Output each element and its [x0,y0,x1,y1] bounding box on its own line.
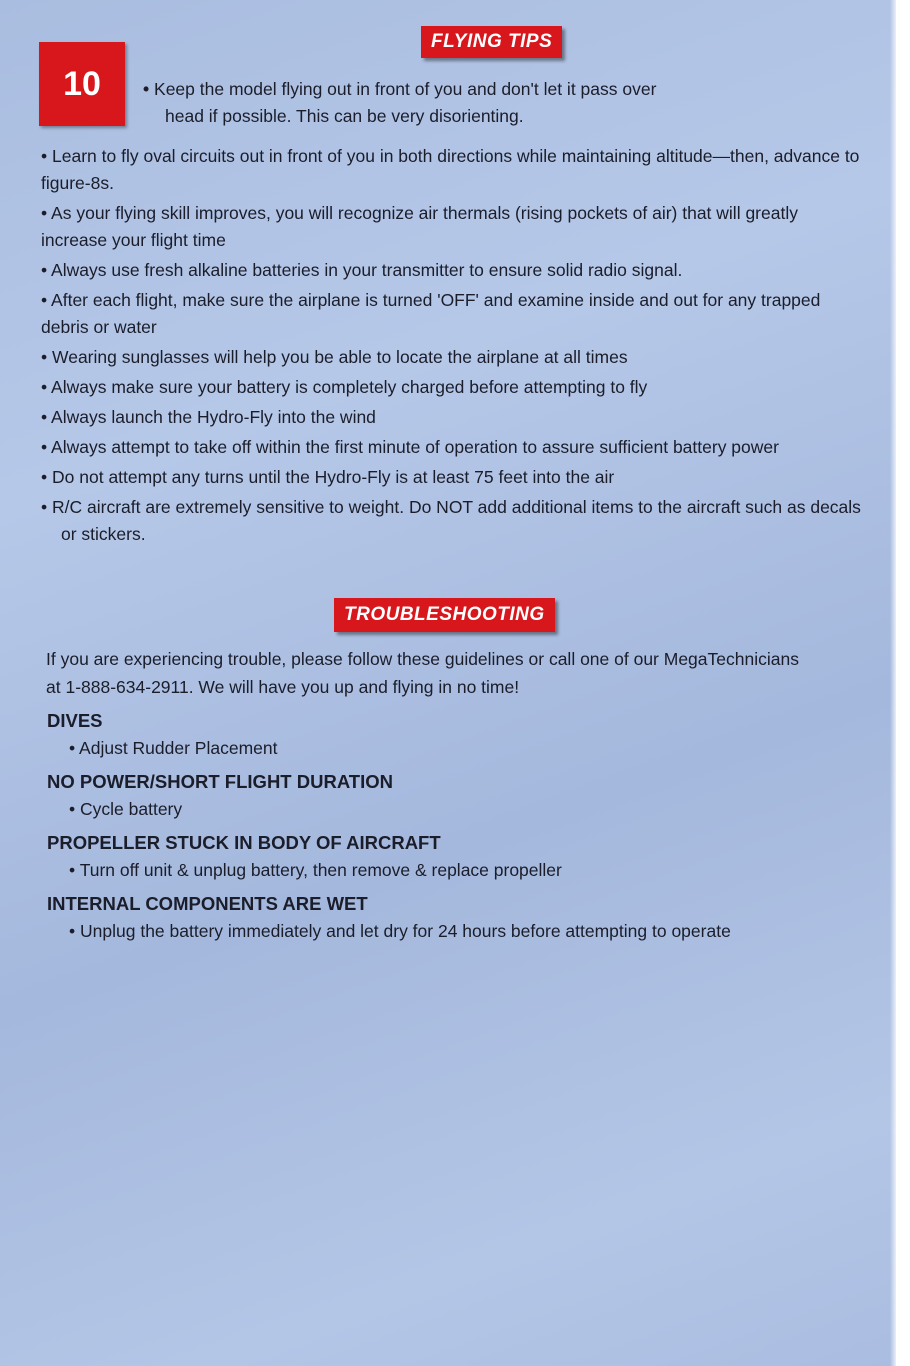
troubleshooting-heading: TROUBLESHOOTING [334,598,555,632]
bullet: • [69,799,76,819]
list-item [41,200,861,254]
troubleshooting-item [47,768,867,822]
flying-tip-intro-line2: head if possible. This can be very disorienting. [165,106,524,126]
list-item [41,143,861,197]
problem-fix-text: Turn off unit & unplug battery, then remove & replace propeller [79,860,562,880]
bullet: • [41,377,48,397]
troubleshooting-item [47,707,867,761]
flying-tip-text: R/C aircraft are extremely sensitive to weight. Do NOT add additional items to the aircraft such as decals or stickers. [52,497,861,544]
problem-fix-text: Unplug the battery immediately and let dry for 24 hours before attempting to operate [80,921,731,941]
problem-title: INTERNAL COMPONENTS ARE WET [47,893,368,914]
bullet: • [69,921,76,941]
bullet: • [41,497,48,517]
problem-title: DIVES [47,710,103,731]
flying-tip-text: Always attempt to take off within the first minute of operation to assure sufficient battery power [51,437,779,457]
flying-tips-heading: FLYING TIPS [421,26,562,58]
flying-tip-text: Wearing sunglasses will help you be able to locate the airplane at all times [52,347,628,367]
list-item [41,287,861,341]
flying-tip-text: Do not attempt any turns until the Hydro-Fly is at least 75 feet into the air [52,467,615,487]
bullet: • [69,738,76,758]
list-item [41,404,861,431]
list-item [41,464,861,491]
flying-tips-list [41,143,861,551]
bullet: • [41,203,48,223]
troubleshooting-intro: If you are experiencing trouble, please follow these guidelines or call one of our MegaTechnicians at 1-888-634-2911. We will have you up and flying in no time! [46,649,799,697]
bullet: • [41,407,48,427]
bullet: • [41,260,48,280]
bullet: • [41,290,48,310]
problem-fix [47,857,867,883]
problem-fix [47,796,867,822]
bullet: • [41,467,48,487]
problem-fix [47,735,867,761]
problem-title: NO POWER/SHORT FLIGHT DURATION [47,771,393,792]
bullet: • [69,860,76,880]
list-item [41,257,861,284]
flying-tip-text: As your flying skill improves, you will recognize air thermals (rising pockets of air) that will greatly increase your flight time [41,203,798,250]
bullet: • [143,79,150,99]
flying-tip-text: After each flight, make sure the airplane is turned 'OFF' and examine inside and out for any trapped debris or water [41,290,821,337]
troubleshooting-item [47,829,867,883]
flying-tip-text: Learn to fly oval circuits out in front of you in both directions while maintaining altitude—then, advance to figure-8s. [41,146,860,193]
problem-fix [47,918,867,944]
flying-tip-text: Always make sure your battery is completely charged before attempting to fly [51,377,648,397]
troubleshooting-list [47,707,867,951]
flying-tip-intro [143,76,783,130]
problem-fix-text: Adjust Rudder Placement [79,738,278,758]
bullet: • [41,146,48,166]
flying-tip-text: Always use fresh alkaline batteries in your transmitter to ensure solid radio signal. [51,260,683,280]
problem-fix-text: Cycle battery [80,799,183,819]
list-item [41,494,861,548]
list-item [41,374,861,401]
problem-title: PROPELLER STUCK IN BODY OF AIRCRAFT [47,832,441,853]
flying-tip-text: Always launch the Hydro-Fly into the wind [51,407,376,427]
bullet: • [41,437,48,457]
bullet: • [41,347,48,367]
page-number-badge: 10 [39,42,125,126]
list-item [41,344,861,371]
list-item [41,434,861,461]
troubleshooting-item [47,890,867,944]
flying-tip-intro-line1: Keep the model flying out in front of you and don't let it pass over [154,79,657,99]
